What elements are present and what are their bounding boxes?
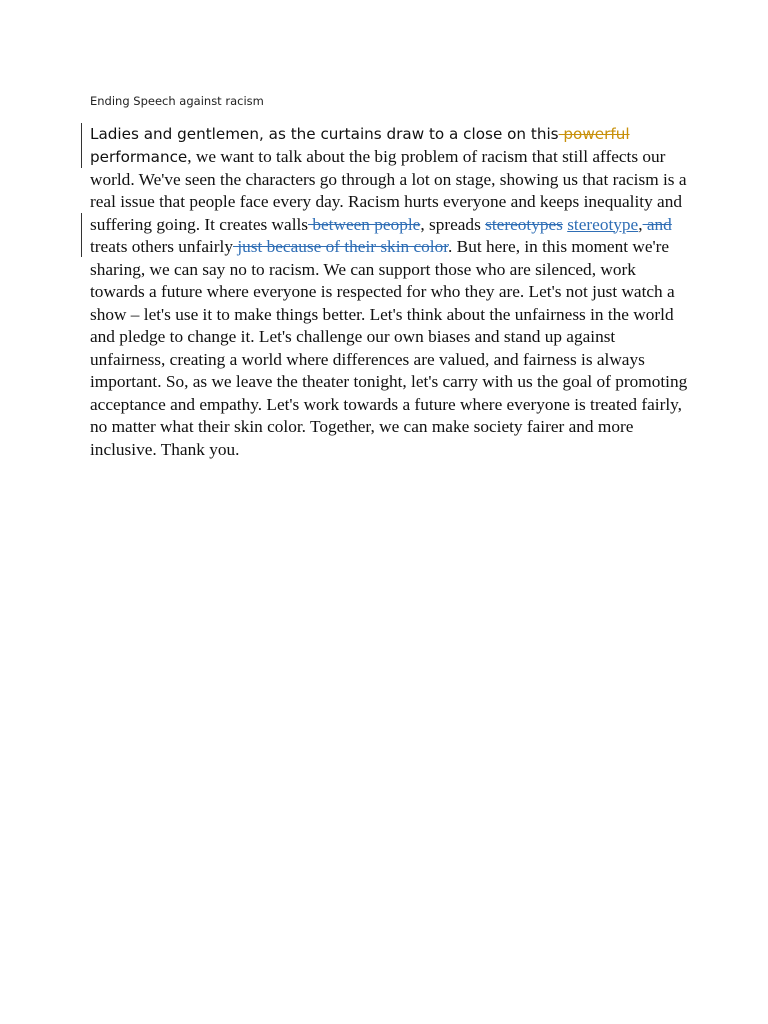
text-run: Ladies and gentlemen, as the curtains draw to a close on this: [90, 125, 559, 143]
tracked-deletion: powerful: [558, 125, 630, 143]
document-title: Ending Speech against racism: [90, 94, 264, 108]
tracked-deletion: between people: [308, 214, 421, 234]
text-run: treats others unfairly: [90, 237, 234, 256]
tracked-deletion: just because of their skin color: [233, 237, 449, 256]
change-bar: [81, 213, 82, 257]
first-line: [90, 122, 690, 146]
tracked-deletion: stereotypes: [485, 214, 563, 234]
text-run: . But here, in this moment we're sharing, we can say no to racism. We can support those who are silenced, work towards a future where everyone is respected for who they are. Let's not just watch a show – let's use it to make things better. Let's think about the unfairness in the world and pledge to change it. Let's challenge our own biases and stand up against unfairness, creating a world where differences are valued, and fairness is always important. So, as we leave the theater tonight, let's carry with us the goal of promoting acceptance and empathy. Let's work towards a future where everyone is treated fairly, no matter what their skin color. Together, we can make society fairer and more inclusive. Thank you.: [90, 237, 688, 459]
text-run: performance: [90, 148, 188, 166]
text-run: , spreads: [420, 214, 486, 234]
tracked-insertion: stereotype: [567, 214, 639, 234]
change-bar: [81, 123, 82, 168]
tracked-deletion: and: [642, 214, 672, 234]
text-run: ,: [638, 214, 643, 234]
text-run: , we want to talk about the big problem of racism that still affects our world. We've seen the characters go through a lot on stage, showing us that racism is a real issue that people face every day. Racism hurts everyone and keeps inequality and suffering going. It creates walls: [90, 147, 687, 234]
speech-paragraph: [90, 122, 690, 461]
